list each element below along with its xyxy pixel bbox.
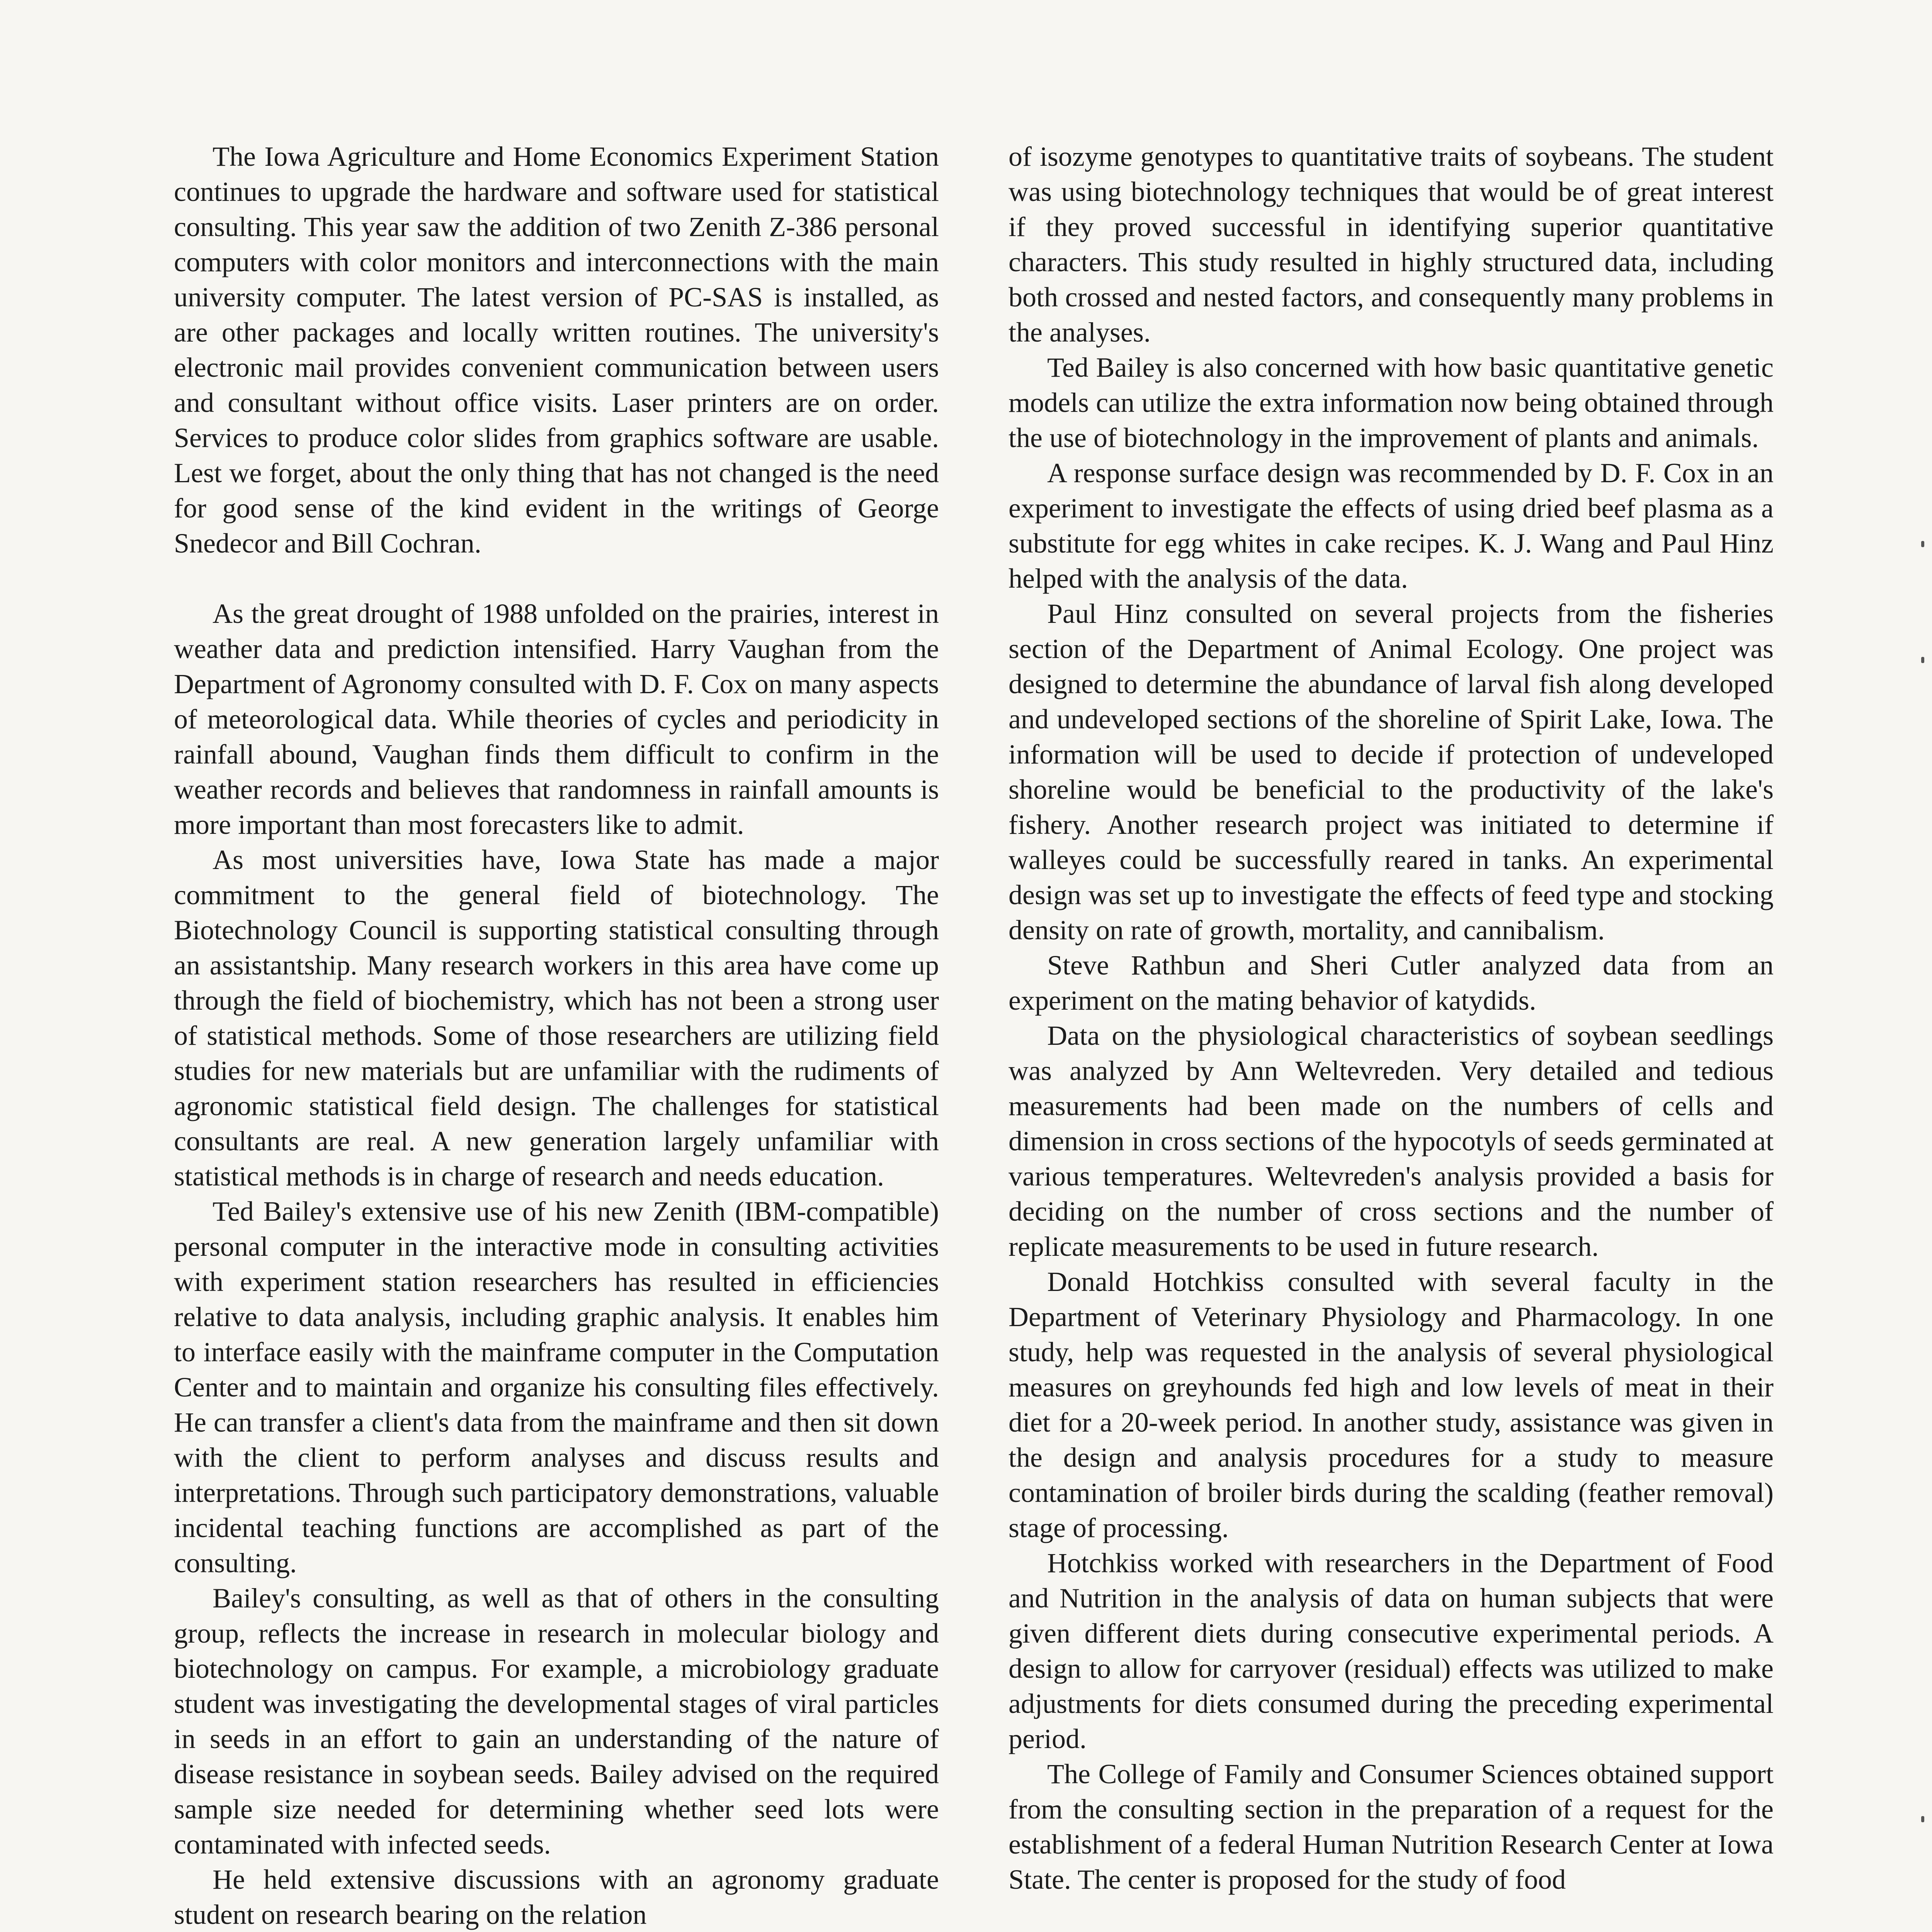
paragraph: A response surface design was recommended by D. F. Cox in an experiment to investigate the effects of using dried beef plasma as a substitute for egg whites in cake recipes. K. J. Wang and Paul Hinz helped with the analysis of the data. — [1009, 457, 1774, 594]
paragraph: Donald Hotchkiss consulted with several faculty in the Department of Veterinary Physiology and Pharmacology. In one study, help was requested in the analysis of several physiological measures on greyhounds fed high and low levels of meat in their diet for a 20-week period. In another study, assistance was given in the design and analysis procedures for a study to measure contamination of broiler birds during the scalding (feather removal) stage of processing. — [1009, 1266, 1774, 1543]
paragraph: The Iowa Agriculture and Home Economics Experiment Station continues to upgrade the hardware and software used for statistical consulting. This year saw the addition of two Zenith Z-386 personal computers with color monitors and interconnections with the main university computer. The latest version of PC-SAS is installed, as are other packages and locally written routines. The university's electronic mail provides convenient communication between users and consultant without office visits. Laser printers are on order. Services to produce color slides from graphics software are usable. Lest we forget, about the only thing that has not changed is the need for good sense of the kind evident in the writings of George Snedecor and Bill Cochran. — [174, 141, 939, 559]
paragraph: Ted Bailey is also concerned with how basic quantitative genetic models can utilize the extra information now being obtained through the use of biotechnology in the improvement of plants and animals. — [1009, 352, 1774, 453]
paragraph: Bailey's consulting, as well as that of others in the consulting group, reflects the increase in research in molecular biology and biotechnology on campus. For example, a microbiology graduate student was investigating the developmental stages of viral particles in seeds in an effort to gain an understanding of the nature of disease resistance in soybean seeds. Bailey advised on the required sample size needed for determining whether seed lots were contaminated with infected seeds. — [174, 1583, 939, 1860]
paragraph: He held extensive discussions with an agronomy graduate student on research bearing on the relation — [174, 1864, 939, 1930]
paragraph: of isozyme genotypes to quantitative traits of soybeans. The student was using biotechnology techniques that would be of great interest if they proved successful in identifying superior quantitative characters. This study resulted in highly structured data, including both crossed and nested factors, and consequently many problems in the analyses. — [1009, 141, 1774, 348]
paragraph: As the great drought of 1988 unfolded on the prairies, interest in weather data and prediction intensified. Harry Vaughan from the Department of Agronomy consulted with D. F. Cox on many aspects of meteorological data. While theories of cycles and periodicity in rainfall abound, Vaughan finds them difficult to confirm in the weather records and believes that randomness in rainfall amounts is more important than most forecasters like to admit. — [174, 598, 939, 840]
paragraph: Hotchkiss worked with researchers in the Department of Food and Nutrition in the analysis of data on human subjects that were given different diets during consecutive experimental periods. A design to allow for carryover (residual) effects was utilized to make adjustments for diets consumed during the preceding experimental period. — [1009, 1548, 1774, 1754]
paragraph: Data on the physiological characteristics of soybean seedlings was analyzed by Ann Weltevreden. Very detailed and tedious measurements had been made on the numbers of cells and dimension in cross sections of the hypocotyls of seeds germinated at various temperatures. Weltevreden's analysis provided a basis for deciding on the number of cross sections and the number of replicate measurements to be used in future research. — [1009, 1020, 1774, 1262]
paragraph: As most universities have, Iowa State has made a major commitment to the general field of biotechnology. The Biotechnology Council is supporting statistical consulting through an assistantship. Many research workers in this area have come up through the field of biochemistry, which has not been a strong user of statistical methods. Some of those researchers are utilizing field studies for new materials but are unfamiliar with the rudiments of agronomic statistical field design. The challenges for statistical consultants are real. A new generation largely unfamiliar with statistical methods is in charge of research and needs education. — [174, 844, 939, 1192]
margin-mark — [1921, 1816, 1924, 1822]
left-column — [174, 139, 939, 1932]
paragraph: The College of Family and Consumer Sciences obtained support from the consulting section in the preparation of a request for the establishment of a federal Human Nutrition Research Center at Iowa State. The center is proposed for the study of food — [1009, 1759, 1774, 1895]
paragraph: Paul Hinz consulted on several projects from the fisheries section of the Department of Animal Ecology. One project was designed to determine the abundance of larval fish along developed and undeveloped sections of the shoreline of Spirit Lake, Iowa. The information will be used to decide if protection of undeveloped shoreline would be beneficial to the productivity of the lake's fishery. Another research project was initiated to determine if walleyes could be successfully reared in tanks. An experimental design was set up to investigate the effects of feed type and stocking density on rate of growth, mortality, and cannibalism. — [1009, 598, 1774, 946]
margin-mark — [1921, 657, 1924, 663]
margin-mark — [1921, 541, 1924, 547]
paragraph: Ted Bailey's extensive use of his new Zenith (IBM-compatible) personal computer in the interactive mode in consulting activities with experiment station researchers has resulted in efficiencies relative to data analysis, including graphic analysis. It enables him to interface easily with the mainframe computer in the Computation Center and to maintain and organize his consulting files effectively. He can transfer a client's data from the mainframe and then sit down with the client to perform analyses and discuss results and interpretations. Through such participatory demonstrations, valuable incidental teaching functions are accomplished as part of the consulting. — [174, 1196, 939, 1578]
right-column — [1009, 139, 1774, 1897]
paragraph: Steve Rathbun and Sheri Cutler analyzed data from an experiment on the mating behavior of katydids. — [1009, 950, 1774, 1016]
